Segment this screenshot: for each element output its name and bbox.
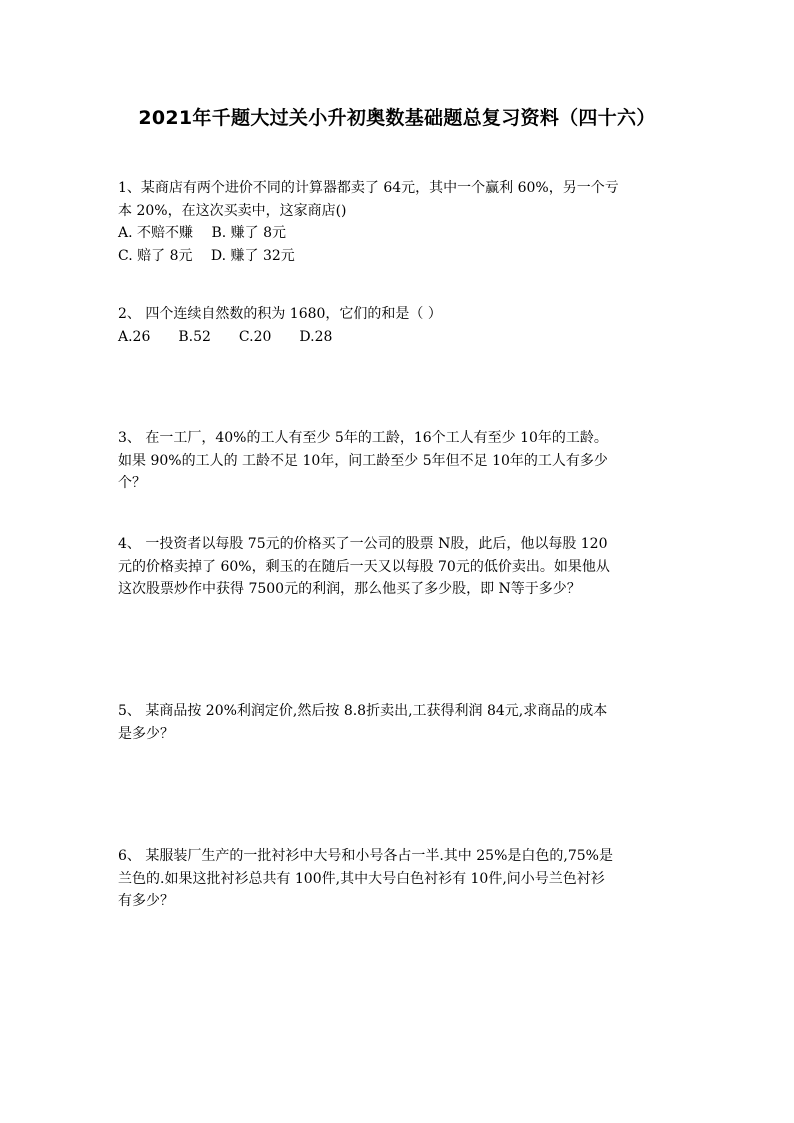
question-line: 兰色的.如果这批衬衫总共有 100件,其中大号白色衬衫有 10件,问小号兰色衬衫	[118, 870, 605, 887]
question-line: 4、 一投资者以每股 75元的价格买了一公司的股票 N股，此后，他以每股 120	[118, 536, 608, 552]
question-line: 这次股票炒作中获得 7500元的利润，那么他买了多少股，即 N等于多少？	[118, 581, 581, 597]
document-title: 2021年千题大过关小升初奥数基础题总复习资料（四十六）	[138, 107, 656, 129]
question-6	[118, 845, 683, 913]
answer-options: A. 不赔不赚 B. 赚了 8元	[118, 225, 287, 241]
answer-options: C. 赔了 8元 D. 赚了 32元	[118, 247, 295, 264]
question-2	[118, 303, 683, 348]
question-line: 本 20%，在这次买卖中，这家商店()	[118, 202, 347, 219]
question-line: 2、 四个连续自然数的积为 1680，它们的和是（ ）	[118, 306, 442, 322]
question-line: 5、 某商品按 20%利润定价,然后按 8.8折卖出,工获得利润 84元,求商品的成本	[118, 703, 608, 719]
question-line: 1、某商店有两个进价不同的计算器都卖了 64元，其中一个赢利 60%，另一个亏	[118, 180, 619, 196]
question-1	[118, 177, 683, 267]
question-line: 3、 在一工厂，40%的工人有至少 5年的工龄，16个工人有至少 10年的工龄。	[118, 430, 608, 446]
question-line: 有多少？	[118, 893, 174, 909]
question-4	[118, 533, 683, 601]
question-line: 个？	[118, 475, 146, 491]
question-line: 元的价格卖掉了 60%，剩玉的在随后一天又以每股 70元的低价卖出。如果他从	[118, 558, 610, 575]
question-3	[118, 427, 683, 495]
question-line: 6、 某服装厂生产的一批衬衫中大号和小号各占一半.其中 25%是白色的,75%是	[118, 848, 613, 864]
question-line: 如果 90%的工人的 工龄不足 10年，问工龄至少 5年但不足 10年的工人有多少	[118, 452, 608, 469]
answer-options: A.26 B.52 C.20 D.28	[118, 328, 333, 345]
question-5	[118, 700, 683, 745]
question-line: 是多少？	[118, 725, 174, 742]
